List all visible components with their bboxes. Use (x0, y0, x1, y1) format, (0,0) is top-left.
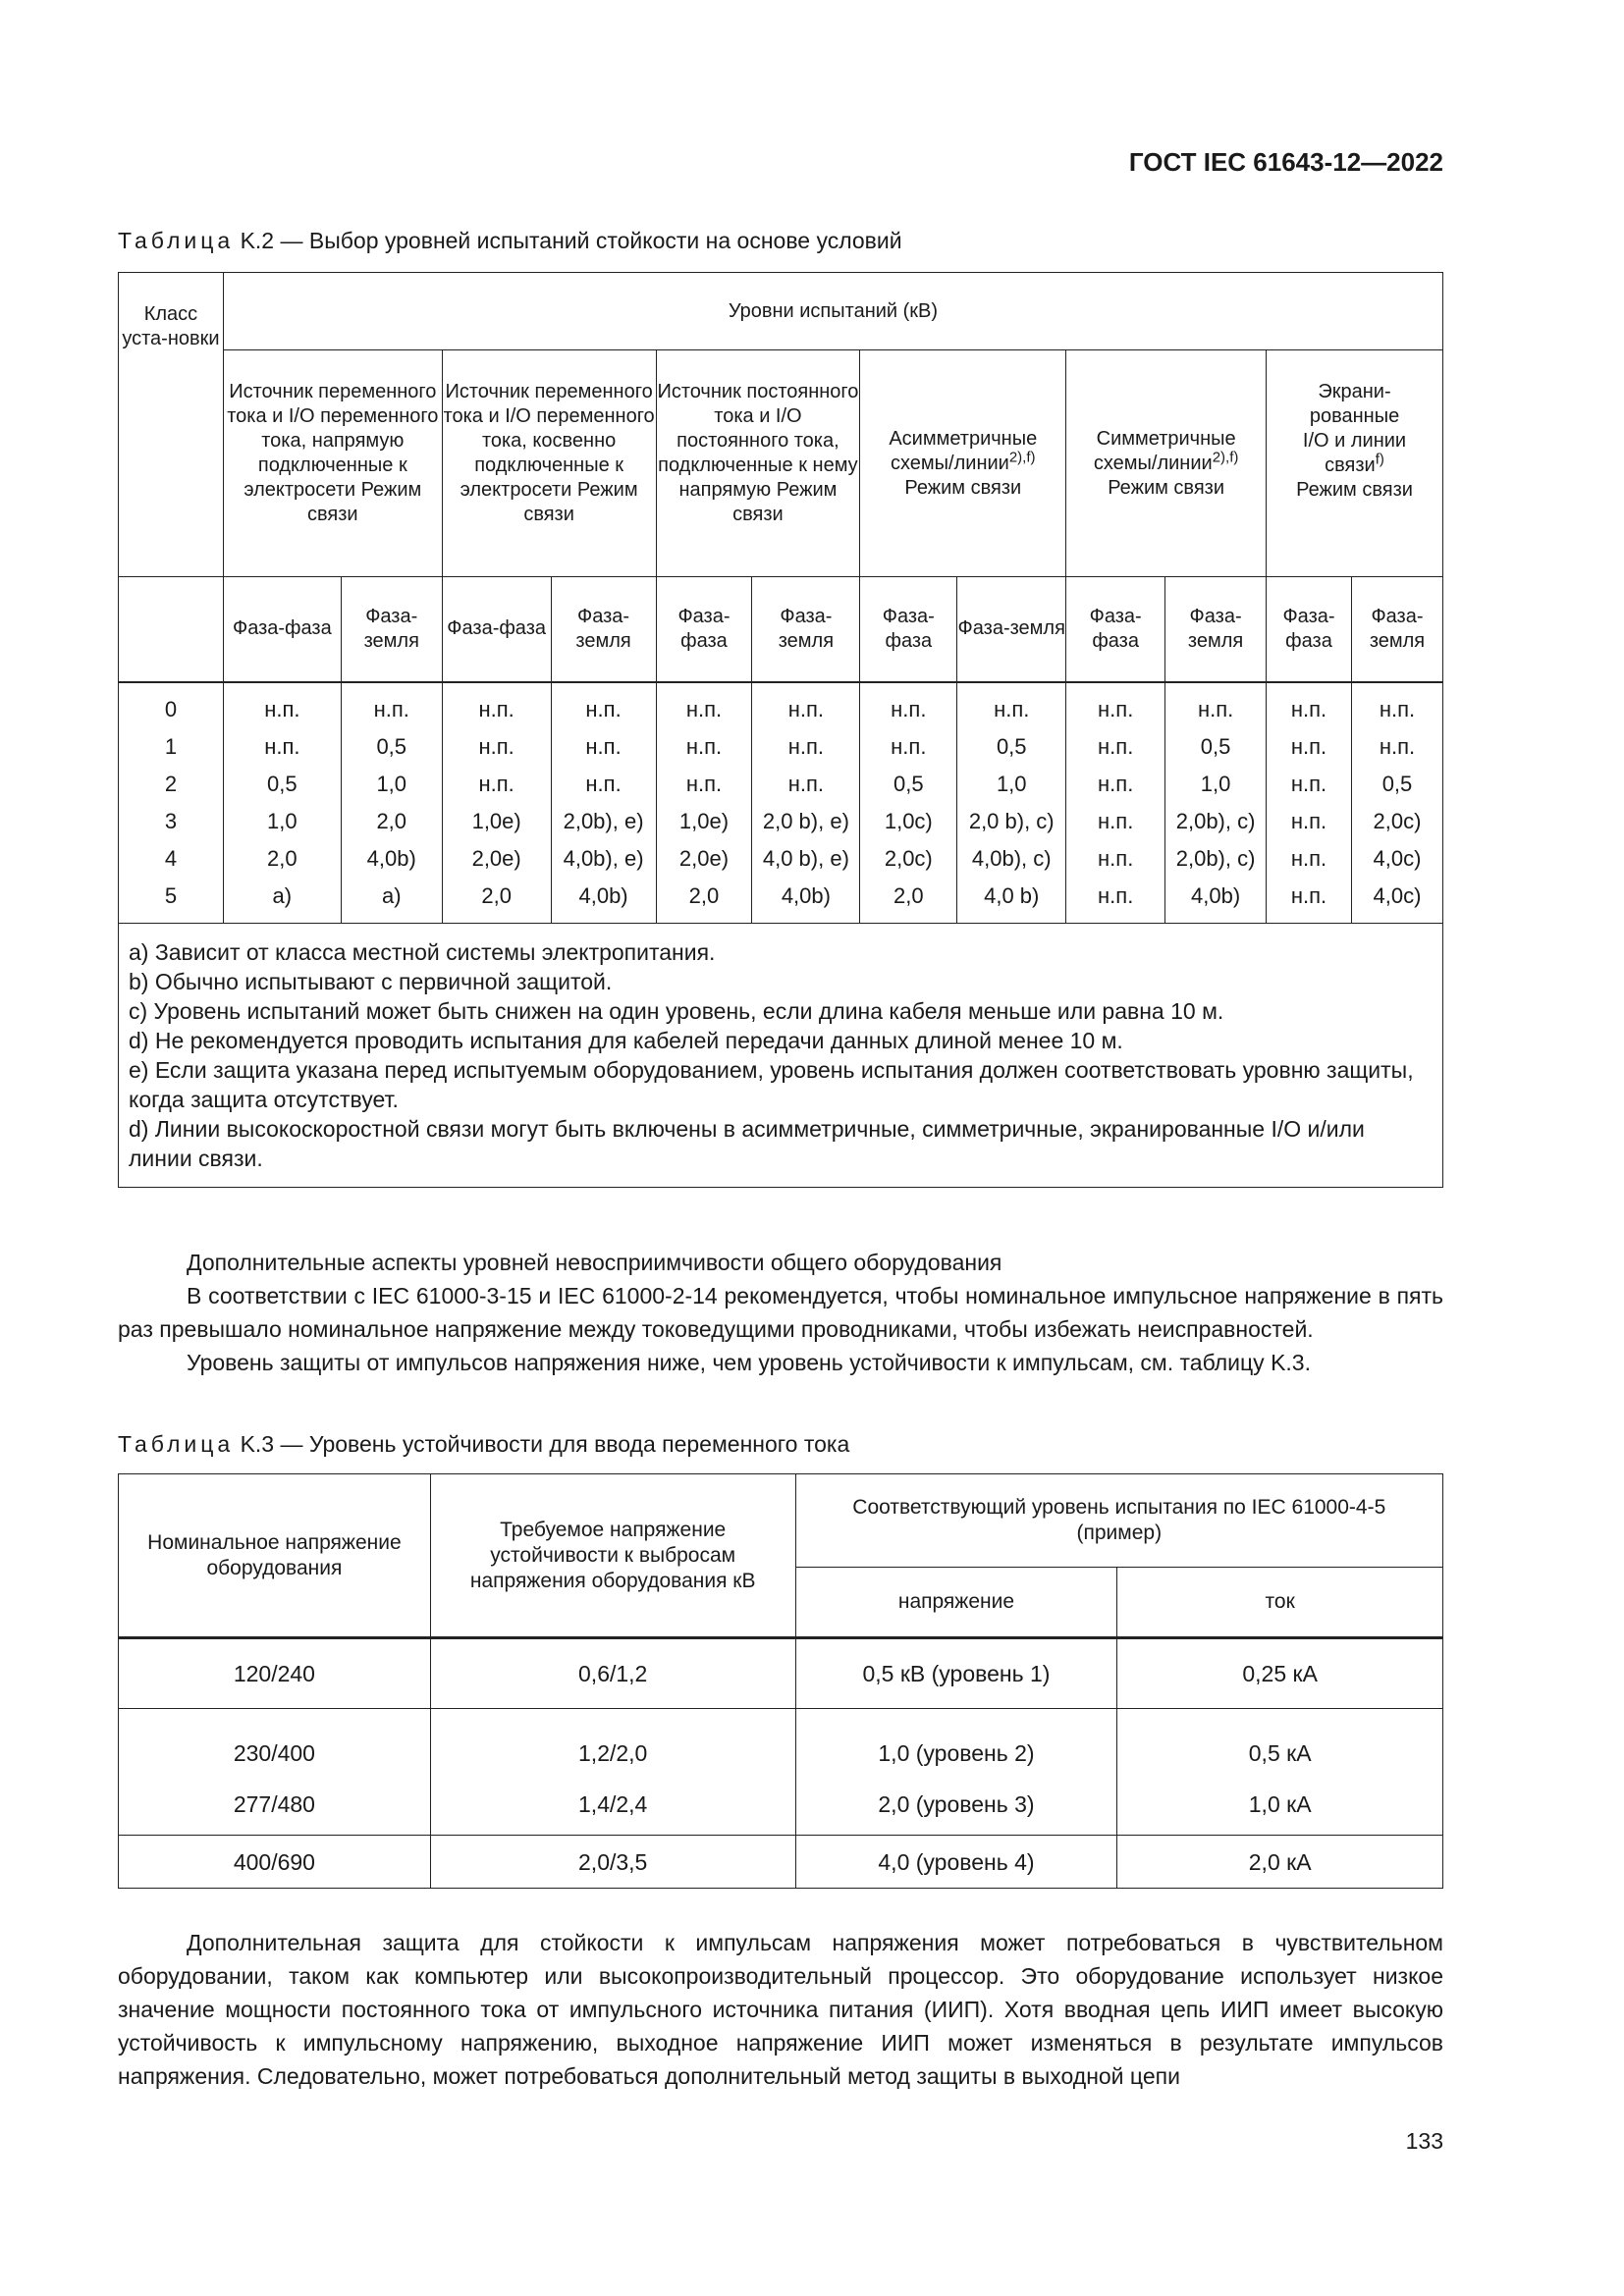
table-cell: 2,0 кА (1117, 1836, 1443, 1889)
table-cell: 2,0e) (656, 840, 752, 878)
caption-text: K.2 — Выбор уровней испытаний стойкости на основе условий (240, 228, 902, 253)
table-cell: н.п. (1351, 682, 1442, 728)
body-text-1 (118, 1246, 1443, 1379)
table-cell: 2,0/3,5 (430, 1836, 795, 1889)
table-row (119, 682, 1443, 728)
table-cell: н.п. (1267, 878, 1352, 924)
table-cell: 277/480 (119, 1774, 431, 1836)
sub-header: Фаза-фаза (442, 577, 551, 682)
table-cell: 1,0 (уровень 2) (795, 1709, 1117, 1774)
table-cell: 4,0c) (1351, 840, 1442, 878)
table-cell: н.п. (1267, 682, 1352, 728)
table-k3 (118, 1473, 1443, 1889)
table-cell: н.п. (551, 766, 656, 803)
body-text-2 (118, 1926, 1443, 2093)
table-cell: н.п. (1066, 766, 1165, 803)
caption-text: K.3 — Уровень устойчивости для ввода переменного тока (240, 1431, 850, 1457)
sub-header: Фаза-земля (1165, 577, 1267, 682)
class-cell: 2 (119, 766, 224, 803)
table-cell: 2,0 (уровень 3) (795, 1774, 1117, 1836)
table-cell: a) (223, 878, 341, 924)
table-cell: н.п. (860, 728, 957, 766)
table-cell: 1,0e) (442, 803, 551, 840)
table-cell: 1,0 (223, 803, 341, 840)
table-row (119, 803, 1443, 840)
table-cell: н.п. (752, 682, 860, 728)
levels-header: Уровни испытаний (кВ) (223, 273, 1442, 350)
table-cell: 0,5 (860, 766, 957, 803)
table-cell: 1,0 (957, 766, 1066, 803)
paragraph: Дополнительная защита для стойкости к импульсам напряжения может потребоваться в чувствительном оборудовании, таком как компьютер или высокопроизводительный процессор. Это оборудование использует низкое значение мощности постоянного тока от импульсного источника питания (ИИП). Хотя вводная цепь ИИП имеет высокую устойчивость к импульсному напряжению, выходное напряжение ИИП может изменяться в результате импульсов напряжения. Следовательно, может потребоваться дополнительный метод защиты в выходной цепи (118, 1930, 1443, 2089)
sub-header: Фаза-земля (957, 577, 1066, 682)
group-header: Источник переменного тока и I/O переменного тока, косвенно подключенные к электросети Режим связи (442, 350, 656, 577)
table-cell: 4,0b), c) (957, 840, 1066, 878)
table-cell: 120/240 (119, 1638, 431, 1709)
table-cell: 400/690 (119, 1836, 431, 1889)
table-cell: 4,0 b), e) (752, 840, 860, 878)
table-cell: 0,25 кА (1117, 1638, 1443, 1709)
table-cell: 1,0 (341, 766, 442, 803)
table-cell: н.п. (1165, 682, 1267, 728)
sub-header: ток (1117, 1568, 1443, 1638)
table-row (119, 728, 1443, 766)
table-cell: 2,0 b), e) (752, 803, 860, 840)
class-cell: 4 (119, 840, 224, 878)
table-cell: 4,0b) (341, 840, 442, 878)
table-cell: н.п. (1267, 766, 1352, 803)
table-cell: н.п. (656, 682, 752, 728)
col-header: Соответствующий уровень испытания по IEC 61000-4-5 (пример) (795, 1474, 1442, 1568)
footnote: b) Обычно испытывают с первичной защитой. (129, 968, 613, 994)
table-cell: 4,0c) (1351, 878, 1442, 924)
table-cell: н.п. (551, 728, 656, 766)
table-cell: 1,4/2,4 (430, 1774, 795, 1836)
footnote: a) Зависит от класса местной системы электропитания. (129, 938, 716, 965)
table-cell: н.п. (1066, 878, 1165, 924)
table-cell: 4,0b) (1165, 878, 1267, 924)
table-cell: 4,0b) (752, 878, 860, 924)
table-cell: 4,0 b) (957, 878, 1066, 924)
page-number: 133 (1405, 2128, 1443, 2154)
footnote: c) Уровень испытаний может быть снижен на один уровень, если длина кабеля меньше или равна 10 м. (129, 997, 1224, 1024)
table-cell: 0,6/1,2 (430, 1638, 795, 1709)
table-cell: 2,0 (656, 878, 752, 924)
footnote: d) Не рекомендуется проводить испытания для кабелей передачи данных длиной менее 10 м. (129, 1027, 1123, 1053)
table-cell: н.п. (752, 766, 860, 803)
table-cell: 2,0 (341, 803, 442, 840)
table-row (119, 878, 1443, 924)
class-cell: 1 (119, 728, 224, 766)
table-cell: 0,5 (223, 766, 341, 803)
caption-prefix: Таблица (118, 228, 235, 253)
col-header: Номинальное напряжение оборудования (119, 1474, 431, 1638)
group-header: Экрани- рованные I/O и линии связи$^{f)}$ Режим связи (1267, 350, 1443, 577)
paragraph: Дополнительные аспекты уровней невосприимчивости общего оборудования (187, 1250, 1002, 1275)
table-cell: н.п. (860, 682, 957, 728)
table-cell: н.п. (551, 682, 656, 728)
table-cell: 1,0c) (860, 803, 957, 840)
col-header: Требуемое напряжение устойчивости к выбросам напряжения оборудования кВ (430, 1474, 795, 1638)
table-k2-caption (118, 228, 902, 254)
table-cell: 1,0 кА (1117, 1774, 1443, 1836)
class-cell: 5 (119, 878, 224, 924)
caption-prefix: Таблица (118, 1431, 235, 1457)
group-header: Источник переменного тока и I/O переменного тока, напрямую подключенные к электросети Режим связи (223, 350, 442, 577)
table-cell: 2,0c) (860, 840, 957, 878)
paragraph: В соответствии с IEC 61000-3-15 и IEC 61000-2-14 рекомендуется, чтобы номинальное импульсное напряжение в пять раз превышало номинальное напряжение между токоведущими проводниками, чтобы избежать неисправностей. (118, 1283, 1443, 1342)
table-cell: н.п. (957, 682, 1066, 728)
class-cell: 3 (119, 803, 224, 840)
class-header: Класс уста-новки (119, 273, 224, 577)
table-cell: н.п. (1267, 840, 1352, 878)
table-cell: н.п. (223, 728, 341, 766)
table-cell: 2,0b), e) (551, 803, 656, 840)
table-cell: н.п. (1351, 728, 1442, 766)
table-cell: н.п. (442, 766, 551, 803)
table-row (119, 766, 1443, 803)
table-cell: н.п. (223, 682, 341, 728)
document-header: ГОСТ IEC 61643-12—2022 (1128, 147, 1443, 177)
table-cell: 4,0b), e) (551, 840, 656, 878)
table-cell: 2,0e) (442, 840, 551, 878)
table-cell: 2,0 (860, 878, 957, 924)
table-cell: 2,0 (223, 840, 341, 878)
paragraph: Уровень защиты от импульсов напряжения ниже, чем уровень устойчивости к импульсам, см. таблицу K.3. (187, 1350, 1311, 1375)
table-cell: н.п. (1066, 840, 1165, 878)
table-cell: 0,5 (341, 728, 442, 766)
table-cell: 2,0c) (1351, 803, 1442, 840)
group-header: Асимметричные схемы/линии$^{2),f)}$ Режим связи (860, 350, 1066, 577)
class-cell: 0 (119, 682, 224, 728)
sub-header: Фаза-земля (752, 577, 860, 682)
sub-header: Фаза-фаза (860, 577, 957, 682)
table-cell: 2,0b), c) (1165, 840, 1267, 878)
table-cell: 1,0 (1165, 766, 1267, 803)
sub-header: Фаза-земля (341, 577, 442, 682)
table-k2-notes (119, 923, 1443, 1187)
table-cell: 4,0 (уровень 4) (795, 1836, 1117, 1889)
sub-header: Фаза-фаза (1066, 577, 1165, 682)
table-cell: 230/400 (119, 1709, 431, 1774)
table-cell: н.п. (442, 682, 551, 728)
table-cell: 2,0 b), c) (957, 803, 1066, 840)
table-cell: 1,2/2,0 (430, 1709, 795, 1774)
sub-header: Фаза-фаза (656, 577, 752, 682)
table-cell: н.п. (1267, 728, 1352, 766)
group-header: Симметричные схемы/линии$^{2),f)}$ Режим связи (1066, 350, 1267, 577)
sub-header: Фаза-фаза (1267, 577, 1352, 682)
table-cell: н.п. (656, 766, 752, 803)
footnote: e) Если защита указана перед испытуемым оборудованием, уровень испытания должен соответствовать уровню защиты, когда защита отсутствует. (129, 1056, 1414, 1112)
sub-header: Фаза-земля (1351, 577, 1442, 682)
table-row (119, 840, 1443, 878)
table-cell: н.п. (1066, 803, 1165, 840)
table-cell: н.п. (1066, 682, 1165, 728)
table-k2 (118, 272, 1443, 1188)
table-cell: н.п. (442, 728, 551, 766)
table-cell: 0,5 (957, 728, 1066, 766)
table-cell: н.п. (752, 728, 860, 766)
table-cell: 0,5 (1351, 766, 1442, 803)
table-cell: 0,5 (1165, 728, 1267, 766)
table-cell: a) (341, 878, 442, 924)
table-cell: н.п. (1066, 728, 1165, 766)
table-cell: 2,0 (442, 878, 551, 924)
table-cell: н.п. (1267, 803, 1352, 840)
table-cell: н.п. (656, 728, 752, 766)
sub-header: напряжение (795, 1568, 1117, 1638)
table-cell: н.п. (341, 682, 442, 728)
table-cell: 1,0e) (656, 803, 752, 840)
sub-header: Фаза-земля (551, 577, 656, 682)
footnote: d) Линии высокоскоростной связи могут быть включены в асимметричные, симметричные, экранированные I/O и/или линии связи. (129, 1115, 1365, 1171)
empty-cell (119, 577, 224, 682)
table-cell: 0,5 кВ (уровень 1) (795, 1638, 1117, 1709)
table-cell: 4,0b) (551, 878, 656, 924)
table-cell: 0,5 кА (1117, 1709, 1443, 1774)
table-k3-caption (118, 1431, 849, 1458)
group-header: Источник постоянного тока и I/O постоянного тока, подключенные к нему напрямую Режим связи (656, 350, 860, 577)
sub-header: Фаза-фаза (223, 577, 341, 682)
table-cell: 2,0b), c) (1165, 803, 1267, 840)
